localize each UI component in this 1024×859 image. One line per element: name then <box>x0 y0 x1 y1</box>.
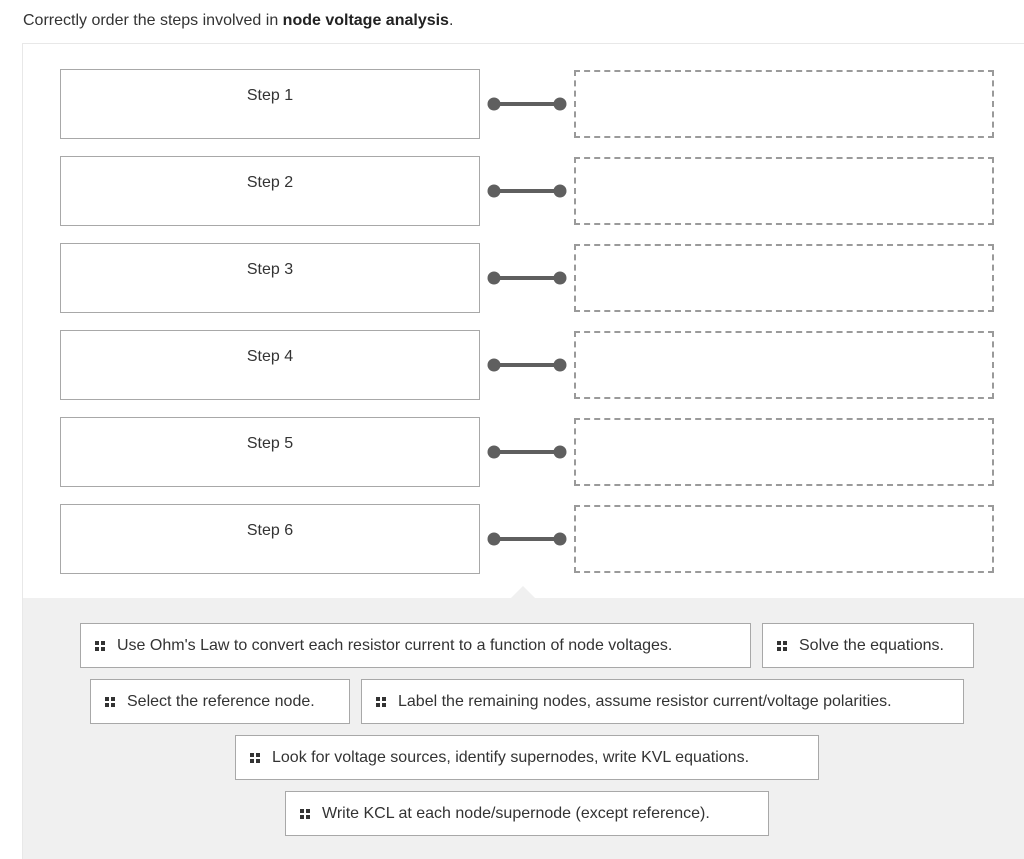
connector-line-icon <box>487 96 567 112</box>
draggable-answer-chip[interactable] <box>361 679 964 724</box>
drag-grip-icon <box>777 641 787 651</box>
drag-grip-icon <box>250 753 260 763</box>
draggable-answer-chip[interactable] <box>80 623 751 668</box>
drop-zone-step-6[interactable] <box>574 505 994 573</box>
step-label-box <box>60 417 480 487</box>
step-row <box>60 330 994 400</box>
drop-zone-step-1[interactable] <box>574 70 994 138</box>
drag-grip-icon <box>95 641 105 651</box>
step-label-box <box>60 156 480 226</box>
draggable-answer-chip[interactable] <box>235 735 819 780</box>
answer-chip-label: Write KCL at each node/supernode (except reference). <box>322 804 710 822</box>
drag-grip-icon <box>376 697 386 707</box>
step-row <box>60 243 994 313</box>
drop-zone-step-3[interactable] <box>574 244 994 312</box>
drop-zone-step-2[interactable] <box>574 157 994 225</box>
step-label: Step 5 <box>246 435 294 452</box>
answer-chip-label: Label the remaining nodes, assume resistor current/voltage polarities. <box>398 692 892 710</box>
answer-chip-label: Solve the equations. <box>799 636 944 654</box>
connector-line-icon <box>487 270 567 286</box>
step-row <box>60 156 994 226</box>
step-label: Step 6 <box>246 522 294 539</box>
step-row <box>60 504 994 574</box>
answer-chip-label: Use Ohm's Law to convert each resistor current to a function of node voltages. <box>117 636 673 654</box>
step-label: Step 4 <box>246 348 294 365</box>
connector-line-icon <box>487 183 567 199</box>
step-label: Step 2 <box>246 174 294 191</box>
step-label-box <box>60 330 480 400</box>
step-row <box>60 417 994 487</box>
step-label: Step 1 <box>246 87 294 104</box>
connector-line-icon <box>487 444 567 460</box>
step-label-box <box>60 504 480 574</box>
question-emphasis: node voltage analysis <box>282 12 449 29</box>
step-row <box>60 69 994 139</box>
drag-grip-icon <box>105 697 115 707</box>
drag-grip-icon <box>300 809 310 819</box>
connector-line-icon <box>487 357 567 373</box>
step-label: Step 3 <box>246 261 294 278</box>
draggable-answer-chip[interactable] <box>762 623 974 668</box>
answer-chip-label: Select the reference node. <box>127 692 315 710</box>
draggable-answer-chip[interactable] <box>285 791 769 836</box>
question-prompt <box>23 11 453 31</box>
connector-line-icon <box>487 531 567 547</box>
step-label-box <box>60 243 480 313</box>
drop-zone-step-4[interactable] <box>574 331 994 399</box>
answer-chip-label: Look for voltage sources, identify supernodes, write KVL equations. <box>272 748 750 766</box>
drop-zone-step-5[interactable] <box>574 418 994 486</box>
draggable-answer-chip[interactable] <box>90 679 350 724</box>
step-label-box <box>60 69 480 139</box>
question-suffix: . <box>448 12 454 29</box>
question-prefix: Correctly order the steps involved in <box>23 12 283 29</box>
